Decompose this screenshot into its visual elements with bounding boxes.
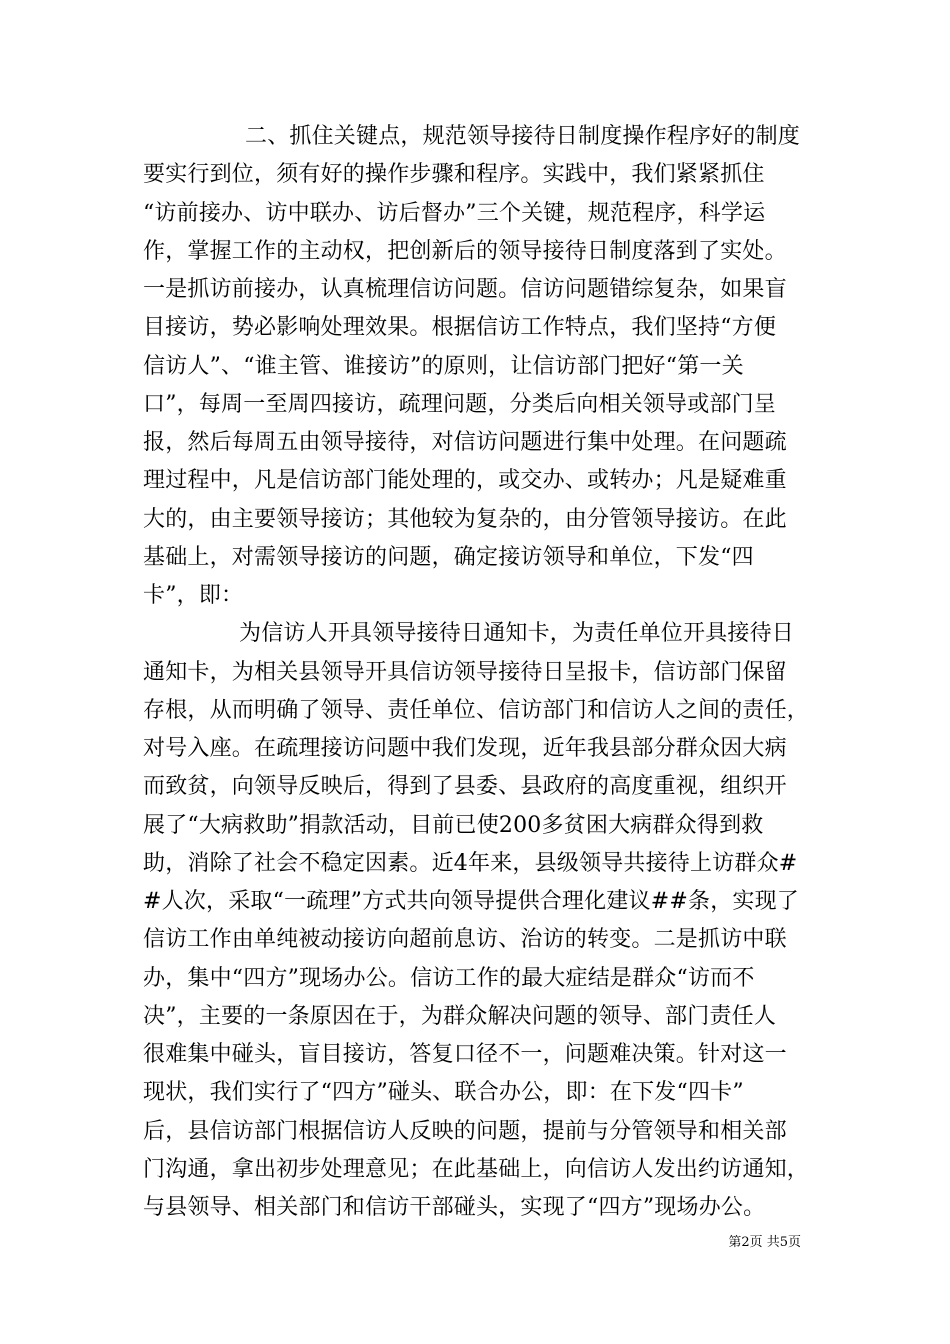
text-line: 口”，每周一至周四接访，疏理问题，分类后向相关领导或部门呈 — [143, 391, 777, 417]
text-line: #人次，采取“一疏理”方式共向领导提供合理化建议##条，实现了 — [143, 889, 799, 914]
text-line: 后，县信访部门根据信访人反映的问题，提前与分管领导和相关部 — [143, 1118, 787, 1144]
text-line: 而致贫，向领导反映后，得到了县委、县政府的高度重视，组织开 — [143, 774, 787, 800]
text-line: 一是抓访前接办，认真梳理信访问题。信访问题错综复杂，如果盲 — [143, 277, 787, 302]
page-number: 第2页 共5页 — [728, 1235, 801, 1250]
text-line: 现状，我们实行了“四方”碰头、联合办公，即：在下发“四卡” — [143, 1080, 744, 1106]
text-line: 很难集中碰头，盲目接访，答复口径不一，问题难决策。针对这一 — [143, 1042, 787, 1067]
text-line: 信访工作由单纯被动接访向超前息访、治访的转变。二是抓访中联 — [143, 927, 787, 953]
text-line: 与县领导、相关部门和信访干部碰头，实现了“四方”现场办公。 — [143, 1195, 766, 1220]
text-line: 为信访人开具领导接待日通知卡，为责任单位开具接待日 — [239, 621, 795, 647]
text-line: 理过程中，凡是信访部门能处理的，或交办、或转办；凡是疑难重 — [143, 468, 787, 494]
text-line: 卡”，即： — [143, 583, 244, 608]
body-text — [143, 118, 823, 1227]
text-line: 目接访，势必影响处理效果。根据信访工作特点，我们坚持“方便 — [143, 315, 777, 341]
text-line: 决”，主要的一条原因在于，为群众解决问题的领导、部门责任人 — [143, 1003, 777, 1029]
text-line: 办，集中“四方”现场办公。信访工作的最大症结是群众“访而不 — [143, 965, 755, 991]
text-line: 大的，由主要领导接访；其他较为复杂的，由分管领导接访。在此 — [143, 506, 787, 532]
text-line: 要实行到位，须有好的操作步骤和程序。实践中，我们紧紧抓住 — [143, 162, 765, 188]
text-line: 存根，从而明确了领导、责任单位、信访部门和信访人之间的责任， — [143, 697, 810, 723]
text-line: 报，然后每周五由领导接待，对信访问题进行集中处理。在问题疏 — [143, 430, 787, 455]
text-line: 二、抓住关键点，规范领导接待日制度操作程序好的制度 — [245, 124, 801, 149]
text-line: 基础上，对需领导接访的问题，确定接访领导和单位，下发“四 — [143, 544, 754, 570]
text-line: 作，掌握工作的主动权，把创新后的领导接待日制度落到了实处。 — [143, 238, 787, 264]
text-line: 门沟通，拿出初步处理意见；在此基础上，向信访人发出约访通知， — [143, 1156, 810, 1182]
text-line: 展了“大病救助”捐款活动，目前已使200多贫困大病群众得到救 — [143, 812, 764, 838]
text-line: 对号入座。在疏理接访问题中我们发现，近年我县部分群众因大病 — [143, 736, 787, 761]
text-line: “访前接办、访中联办、访后督办”三个关键，规范程序，科学运 — [143, 200, 766, 226]
text-line: 信访人”、“谁主管、谁接访”的原则，让信访部门把好“第一关 — [143, 353, 744, 379]
text-line: 通知卡，为相关县领导开具信访领导接待日呈报卡，信访部门保留 — [143, 659, 787, 685]
text-line: 助，消除了社会不稳定因素。近4年来，县级领导共接待上访群众# — [143, 850, 798, 876]
